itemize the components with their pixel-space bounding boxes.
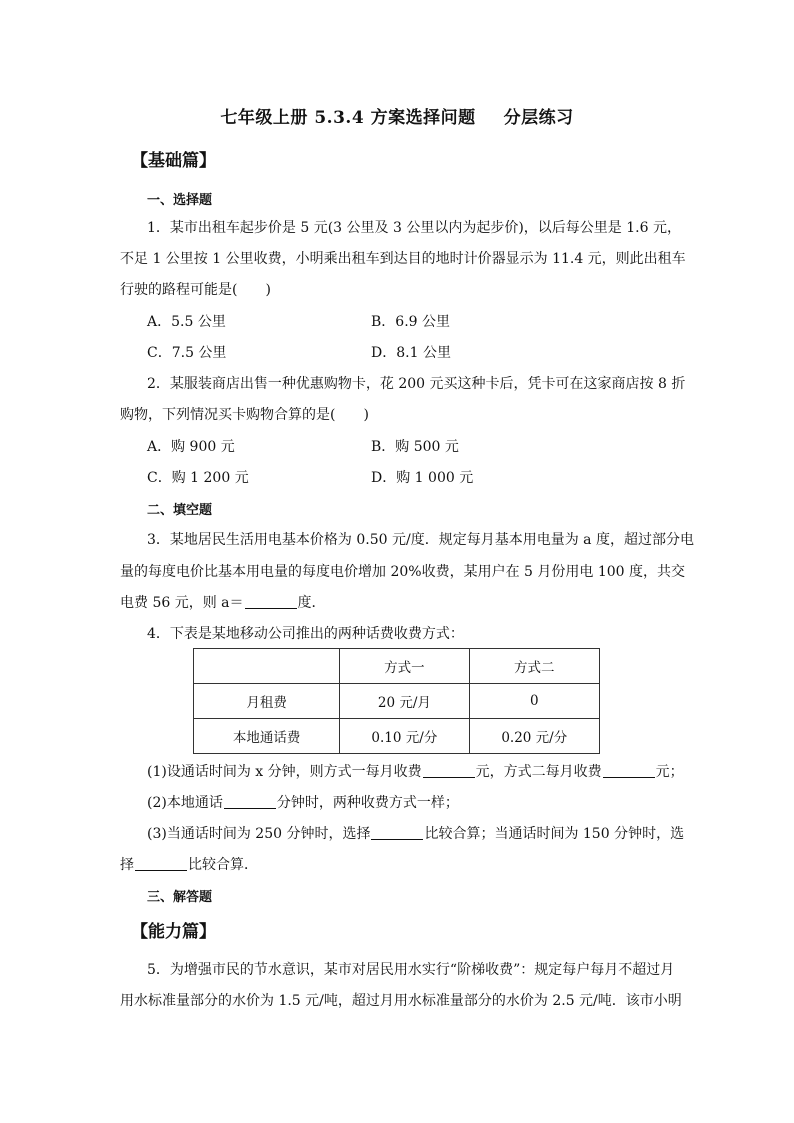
q4-part1-blank-1[interactable] [423,763,475,778]
title-main: 七年级上册 5.3.4 方案选择问题 [220,108,476,128]
q4-part3-cont [120,854,258,874]
table-cell: 月租费 [194,684,340,719]
table-cell: 本地通话费 [194,719,340,754]
table-cell: 0 [469,684,599,719]
fee-table [193,648,600,754]
q1-line3: 行驶的路程可能是( ) [120,282,271,298]
q4-part2-blank[interactable] [224,794,276,809]
table-header-cell [194,649,340,684]
table-header-cell: 方式二 [469,649,599,684]
q5-line2: 用水标准量部分的水价为 1.5 元/吨，超过月用水标准量部分的水价为 2.5 元/吨．该市小明 [120,993,682,1009]
q3-line3 [120,592,326,612]
q4-part3-text-c: 择 [120,857,134,873]
q3-line2: 量的每度电价比基本用电量的每度电价增加 20%收费，某用户在 5 月份用电 100 度，共交 [120,564,685,580]
q1-option-b: B．6.9 公里 [371,314,451,330]
q3-answer-blank[interactable] [245,594,297,609]
table-row [194,684,600,719]
table-row [194,719,600,754]
section-basic: 【基础篇】 [131,151,216,171]
q2-option-d: D．购 1 000 元 [371,470,474,486]
table-cell: 20 元/月 [340,684,469,719]
q2-line1: 2．某服装商店出售一种优惠购物卡，花 200 元买这种卡后，凭卡可在这家商店按 8 折 [147,376,686,392]
q4-part1-blank-2[interactable] [603,763,655,778]
q1-option-c: C．7.5 公里 [147,345,227,361]
q4-part3 [147,823,684,843]
q4-part2 [147,792,459,812]
q4-part3-text-b: 比较合算；当通话时间为 150 分钟时，选 [424,826,685,842]
table-cell: 0.20 元/分 [469,719,599,754]
q4-part1 [147,761,684,781]
table-header-row [194,649,600,684]
section-ability: 【能力篇】 [131,922,216,942]
q4-part3-blank-2[interactable] [135,856,187,871]
q4-part2-text-b: 分钟时，两种收费方式一样； [276,795,459,811]
q4-part1-text-c: 元； [655,764,684,780]
q4-part3-text-d: 比较合算． [188,857,258,873]
subsection-choice: 一、选择题 [147,193,213,208]
q4-intro: 4．下表是某地移动公司推出的两种话费收费方式： [147,626,464,642]
q4-part3-text-a: (3)当通话时间为 250 分钟时，选择 [147,826,371,842]
page-title [0,103,794,128]
q4-part1-text-b: 元，方式二每月收费 [475,764,602,780]
q1-option-a: A．5.5 公里 [147,314,226,330]
table-header-cell: 方式一 [340,649,469,684]
q5-line1: 5．为增强市民的节水意识，某市对居民用水实行“阶梯收费”：规定每户每月不超过月 [147,962,675,978]
subsection-answer: 三、解答题 [147,890,213,905]
q1-line1: 1．某市出租车起步价是 5 元(3 公里及 3 公里以内为起步价)，以后每公里是 1.6 元， [147,220,681,236]
subsection-fill: 二、填空题 [147,503,213,518]
q3-line1: 3．某地居民生活用电基本价格为 0.50 元/度．规定每月基本用电量为 a 度，超过部分电 [147,532,694,548]
q2-option-b: B．购 500 元 [371,439,459,455]
title-sub: 分层练习 [503,108,574,128]
q1-line2: 不足 1 公里按 1 公里收费，小明乘出租车到达目的地时计价器显示为 11.4 元，则此出租车 [120,251,686,267]
q2-option-a: A．购 900 元 [147,439,235,455]
q2-line2: 购物，下列情况买卡购物合算的是( ) [120,407,369,423]
q3-line3-text: 电费 56 元，则 a＝ [120,595,244,611]
table-cell: 0.10 元/分 [340,719,469,754]
q4-part1-text-a: (1)设通话时间为 x 分钟，则方式一每月收费 [147,764,422,780]
q4-part3-blank-1[interactable] [371,825,423,840]
q2-option-c: C．购 1 200 元 [147,470,249,486]
q4-part2-text-a: (2)本地通话 [147,795,223,811]
q3-line3-unit: 度． [297,595,326,611]
q1-option-d: D．8.1 公里 [371,345,451,361]
